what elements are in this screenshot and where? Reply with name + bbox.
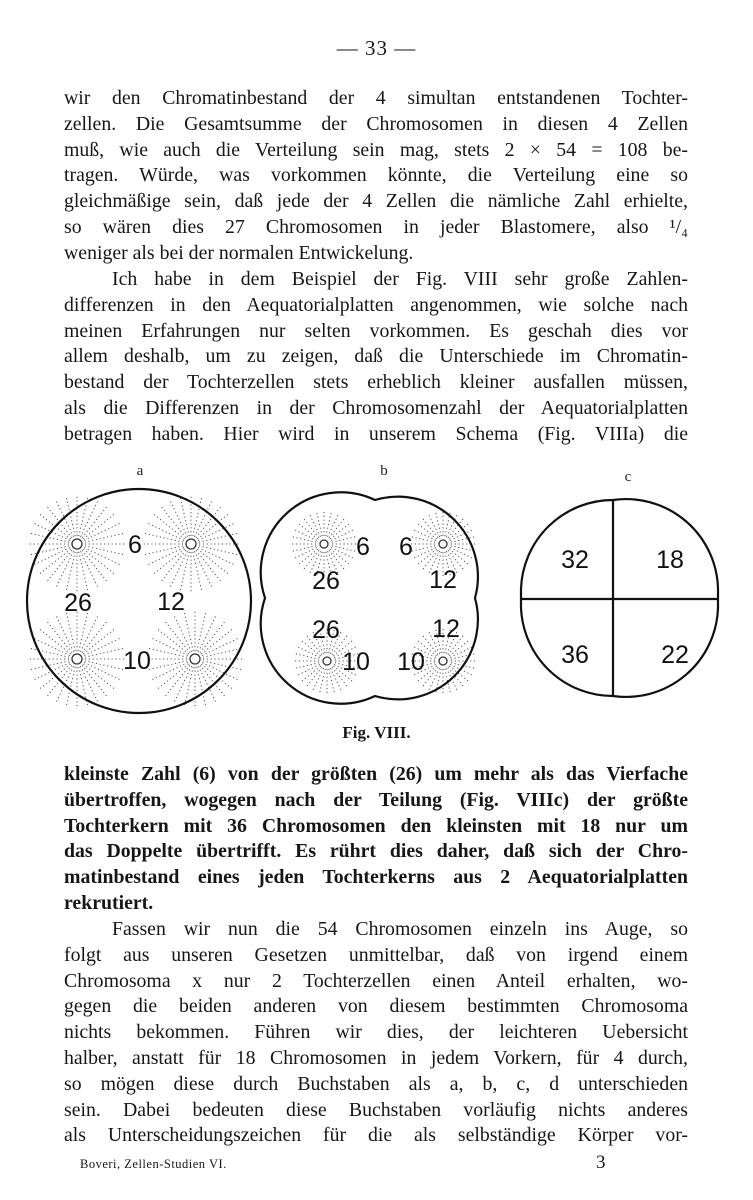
page-number: — 33 — <box>336 36 417 60</box>
astral-ray <box>180 497 189 536</box>
astral-ray <box>85 533 124 542</box>
text-line: als die Differenzen in der Chromosomenzahl der Aequatorialplatten <box>64 396 688 419</box>
astral-ray <box>422 517 438 537</box>
astral-ray <box>82 507 107 538</box>
panel-b-number: 6 <box>399 533 413 561</box>
astral-ray <box>196 550 221 581</box>
panel-a-number-top: 6 <box>128 531 142 559</box>
text-line: Ich habe in dem Beispiel der Fig. VIII sehr große Zahlen- <box>112 268 688 290</box>
astral-ray <box>416 549 436 565</box>
astral-ray <box>447 668 458 691</box>
astral-ray <box>180 552 189 591</box>
astral-ray <box>312 668 323 691</box>
astral-ray <box>448 667 464 687</box>
text-line: wir den Chromatinbestand der 4 simultan entstandenen Tochter- <box>64 87 688 109</box>
paragraph-3 <box>64 762 688 917</box>
astral-ray <box>84 548 120 565</box>
astral-ray <box>66 552 75 591</box>
astral-ray <box>294 653 319 659</box>
astral-ray <box>293 529 316 540</box>
panel-c-number-bottom-left: 36 <box>561 641 589 669</box>
astral-ray <box>148 548 184 565</box>
astral-ray <box>85 546 124 555</box>
footer-signature: 3 <box>596 1152 606 1173</box>
astral-ray <box>203 661 242 670</box>
astral-ray <box>30 648 69 657</box>
panel-c-number-top-right: 18 <box>656 546 684 574</box>
astral-ray <box>148 661 187 670</box>
astral-ray <box>331 548 354 559</box>
centrosome-icon <box>439 657 447 665</box>
text-line: differenzen in den Aequatorialplatten angenommen, wie solche nach <box>64 293 688 316</box>
astral-ray <box>85 648 124 657</box>
astral-ray <box>331 529 354 540</box>
astral-ray <box>193 552 202 591</box>
text-line: allem deshalb, um zu zeigen, daß die Unterschiede im Chromatin- <box>64 345 688 368</box>
astral-ray <box>412 529 435 540</box>
astral-ray <box>330 523 350 539</box>
astral-ray <box>328 513 339 536</box>
astral-ray <box>40 549 71 574</box>
astral-ray <box>84 663 120 680</box>
centrosome-icon <box>72 654 82 664</box>
astral-ray <box>165 622 190 653</box>
text-line: so wären dies 27 Chromosomen in jeder Blastomere, also ¹/₄ <box>64 215 688 238</box>
astral-ray <box>83 514 114 539</box>
panel-a-number-left: 26 <box>64 589 92 617</box>
astral-ray <box>451 653 476 659</box>
text-line: nichts bekommen. Führen wir dies, der leichteren Uebersicht <box>64 1021 688 1044</box>
astral-ray <box>47 622 72 653</box>
text-line: weniger als bei der normalen Entwickelung. <box>64 241 414 264</box>
panel-a-number-right: 12 <box>157 588 185 616</box>
footer-book-title: Boveri, Zellen-Studien VI. <box>80 1157 227 1171</box>
text-line: gegen die beiden anderen von diesem bestimmten Chromosoma <box>64 995 688 1018</box>
text-line: sein. Dabei bedeuten diese Buchstaben vorläufig nichts anderes <box>64 1098 688 1121</box>
text-line: rekrutiert. <box>64 891 154 914</box>
astral-ray <box>306 667 322 687</box>
text-line: bestand der Tochterzellen stets erheblich kleiner ausfallen müssen, <box>64 371 688 394</box>
astral-ray <box>161 550 186 581</box>
astral-ray <box>184 612 193 651</box>
panel-b-label: b <box>380 463 388 479</box>
astral-ray <box>152 638 188 655</box>
panel-a-cell <box>27 489 251 713</box>
text-line: matinbestand eines jeden Tochterkerns aus 2 Aequatorialplatten <box>64 866 688 889</box>
astral-ray <box>56 551 73 587</box>
astral-ray <box>319 669 325 694</box>
astral-ray <box>449 549 469 565</box>
astral-ray <box>56 616 73 652</box>
astral-ray <box>202 638 238 655</box>
astral-ray <box>450 548 473 559</box>
astral-ray <box>174 666 191 702</box>
astral-ray <box>291 546 316 552</box>
astral-ray <box>199 546 238 555</box>
text-line: meinen Erfahrungen nur selten vorkommen. Es geschah dies vor <box>64 319 688 342</box>
centrosome-icon <box>186 539 196 549</box>
astral-ray <box>174 616 191 652</box>
panel-b-number: 26 <box>312 616 340 644</box>
centrosome-icon <box>323 657 331 665</box>
astral-ray <box>158 664 189 689</box>
astral-ray <box>449 666 469 682</box>
astral-ray <box>451 536 476 542</box>
astral-ray <box>199 616 216 652</box>
paragraph-4 <box>64 917 688 1149</box>
text-line: tragen. Würde, was vorkommen könnte, die Verteilung eine so <box>64 164 688 187</box>
astral-ray <box>410 536 435 542</box>
panel-a-label: a <box>136 463 144 479</box>
panel-c-number-top-left: 32 <box>561 546 589 574</box>
astral-ray <box>81 616 98 652</box>
astral-ray <box>332 546 357 552</box>
text-line: als Unterscheidungszeichen für die als selbständige Körper vor- <box>64 1124 688 1147</box>
astral-ray <box>30 546 69 555</box>
astral-ray <box>326 511 332 536</box>
figure-viii-drawing <box>0 458 753 728</box>
panel-b-number: 26 <box>312 567 340 595</box>
astral-ray <box>165 665 190 696</box>
astral-ray <box>329 517 345 537</box>
panel-c-label: c <box>624 469 632 485</box>
astral-ray <box>296 646 319 657</box>
astral-ray <box>329 669 335 694</box>
astral-ray <box>198 523 234 540</box>
astral-ray <box>85 661 124 670</box>
astral-ray <box>332 536 357 542</box>
astral-ray <box>79 612 88 651</box>
astral-ray <box>428 513 439 536</box>
astral-ray <box>197 612 206 651</box>
text-line: Chromosoma x nur 2 Tochterzellen einen Anteil erhalten, wo- <box>64 969 688 992</box>
astral-ray <box>316 511 322 536</box>
astral-ray <box>170 551 187 587</box>
astral-ray <box>170 501 187 537</box>
text-line: halber, anstatt für 18 Chromosomen in jedem Vorkern, für 4 durch, <box>64 1046 688 1069</box>
astral-ray <box>297 549 317 565</box>
astral-ray <box>79 552 88 591</box>
paragraph-2 <box>64 267 688 448</box>
astral-ray <box>412 548 435 559</box>
astral-ray <box>154 549 185 574</box>
astral-ray <box>293 548 316 559</box>
astral-ray <box>201 629 232 654</box>
centrosome-icon <box>320 540 328 548</box>
astral-ray <box>297 523 317 539</box>
astral-ray <box>82 622 107 653</box>
panel-b-number: 10 <box>397 648 425 676</box>
text-line: gleichmäßige sein, daß jede der 4 Zellen die nämliche Zahl erhielte, <box>64 190 688 213</box>
astral-ray <box>82 550 107 581</box>
text-line: betragen haben. Hier wird in unserem Schema (Fig. VIIIa) die <box>64 422 688 445</box>
paragraph-1 <box>64 86 688 267</box>
text-line: das Doppelte übertrifft. Es rührt dies daher, daß sich der Chro- <box>64 840 688 863</box>
astral-ray <box>84 638 120 655</box>
panel-b-number: 6 <box>356 533 370 561</box>
panel-b-number: 10 <box>342 648 370 676</box>
astral-ray <box>296 665 319 676</box>
astral-ray <box>148 523 184 540</box>
text-line: übertroffen, wogegen nach der Teilung (Fig. VIIIc) der größte <box>64 788 688 811</box>
astral-ray <box>294 663 319 669</box>
astral-ray <box>291 536 316 542</box>
astral-ray <box>144 533 183 542</box>
astral-ray <box>40 629 71 654</box>
figure-caption: Fig. VIII. <box>342 723 411 742</box>
astral-ray <box>154 514 185 539</box>
astral-ray <box>195 551 212 587</box>
astral-ray <box>158 629 189 654</box>
astral-ray <box>83 664 114 689</box>
astral-ray <box>331 668 342 691</box>
astral-ray <box>435 511 441 536</box>
astral-ray <box>83 549 114 574</box>
astral-ray <box>416 523 436 539</box>
astral-ray <box>144 546 183 555</box>
text-line: Tochterkern mit 36 Chromosomen den kleinsten mit 18 nur um <box>64 814 688 837</box>
astral-ray <box>83 629 114 654</box>
astral-ray <box>152 663 188 680</box>
figure-viii <box>0 458 753 758</box>
centrosome-icon <box>72 539 82 549</box>
astral-ray <box>410 546 435 552</box>
astral-ray <box>82 665 107 696</box>
text-line: muß, wie auch die Verteilung sein mag, stets 2 × 54 = 108 be- <box>64 138 688 161</box>
astral-ray <box>303 517 319 537</box>
astral-ray <box>56 501 73 537</box>
astral-ray <box>198 548 234 565</box>
text-line: so mögen diese durch Buchstaben als a, b, c, d unterschieden <box>64 1072 688 1095</box>
astral-ray <box>47 550 72 581</box>
astral-ray <box>450 529 473 540</box>
centrosome-icon <box>190 654 200 664</box>
panel-c-number-bottom-right: 22 <box>661 641 689 669</box>
astral-ray <box>309 513 320 536</box>
text-line: zellen. Die Gesamtsumme der Chromosomen in diesen 4 Zellen <box>64 112 688 135</box>
panel-b-number: 12 <box>432 615 460 643</box>
panel-a-number-bottom: 10 <box>123 647 151 675</box>
text-line: folgt aus unseren Gesetzen unmittelbar, daß von irgend einem <box>64 943 688 966</box>
astral-ray <box>148 648 187 657</box>
panel-b-number: 12 <box>429 566 457 594</box>
astral-ray <box>66 497 75 536</box>
astral-ray <box>197 667 206 706</box>
astral-ray <box>66 612 75 651</box>
text-line: Fassen wir nun die 54 Chromosomen einzeln ins Auge, so <box>112 918 688 940</box>
astral-ray <box>200 622 225 653</box>
astral-ray <box>197 549 228 574</box>
astral-ray <box>84 523 120 540</box>
astral-ray <box>81 501 98 537</box>
centrosome-icon <box>439 540 447 548</box>
astral-ray <box>330 549 350 565</box>
astral-ray <box>161 507 186 538</box>
astral-ray <box>81 551 98 587</box>
astral-ray <box>300 666 320 682</box>
text-line: kleinste Zahl (6) von der größten (26) um mehr als das Vierfache <box>64 763 688 785</box>
